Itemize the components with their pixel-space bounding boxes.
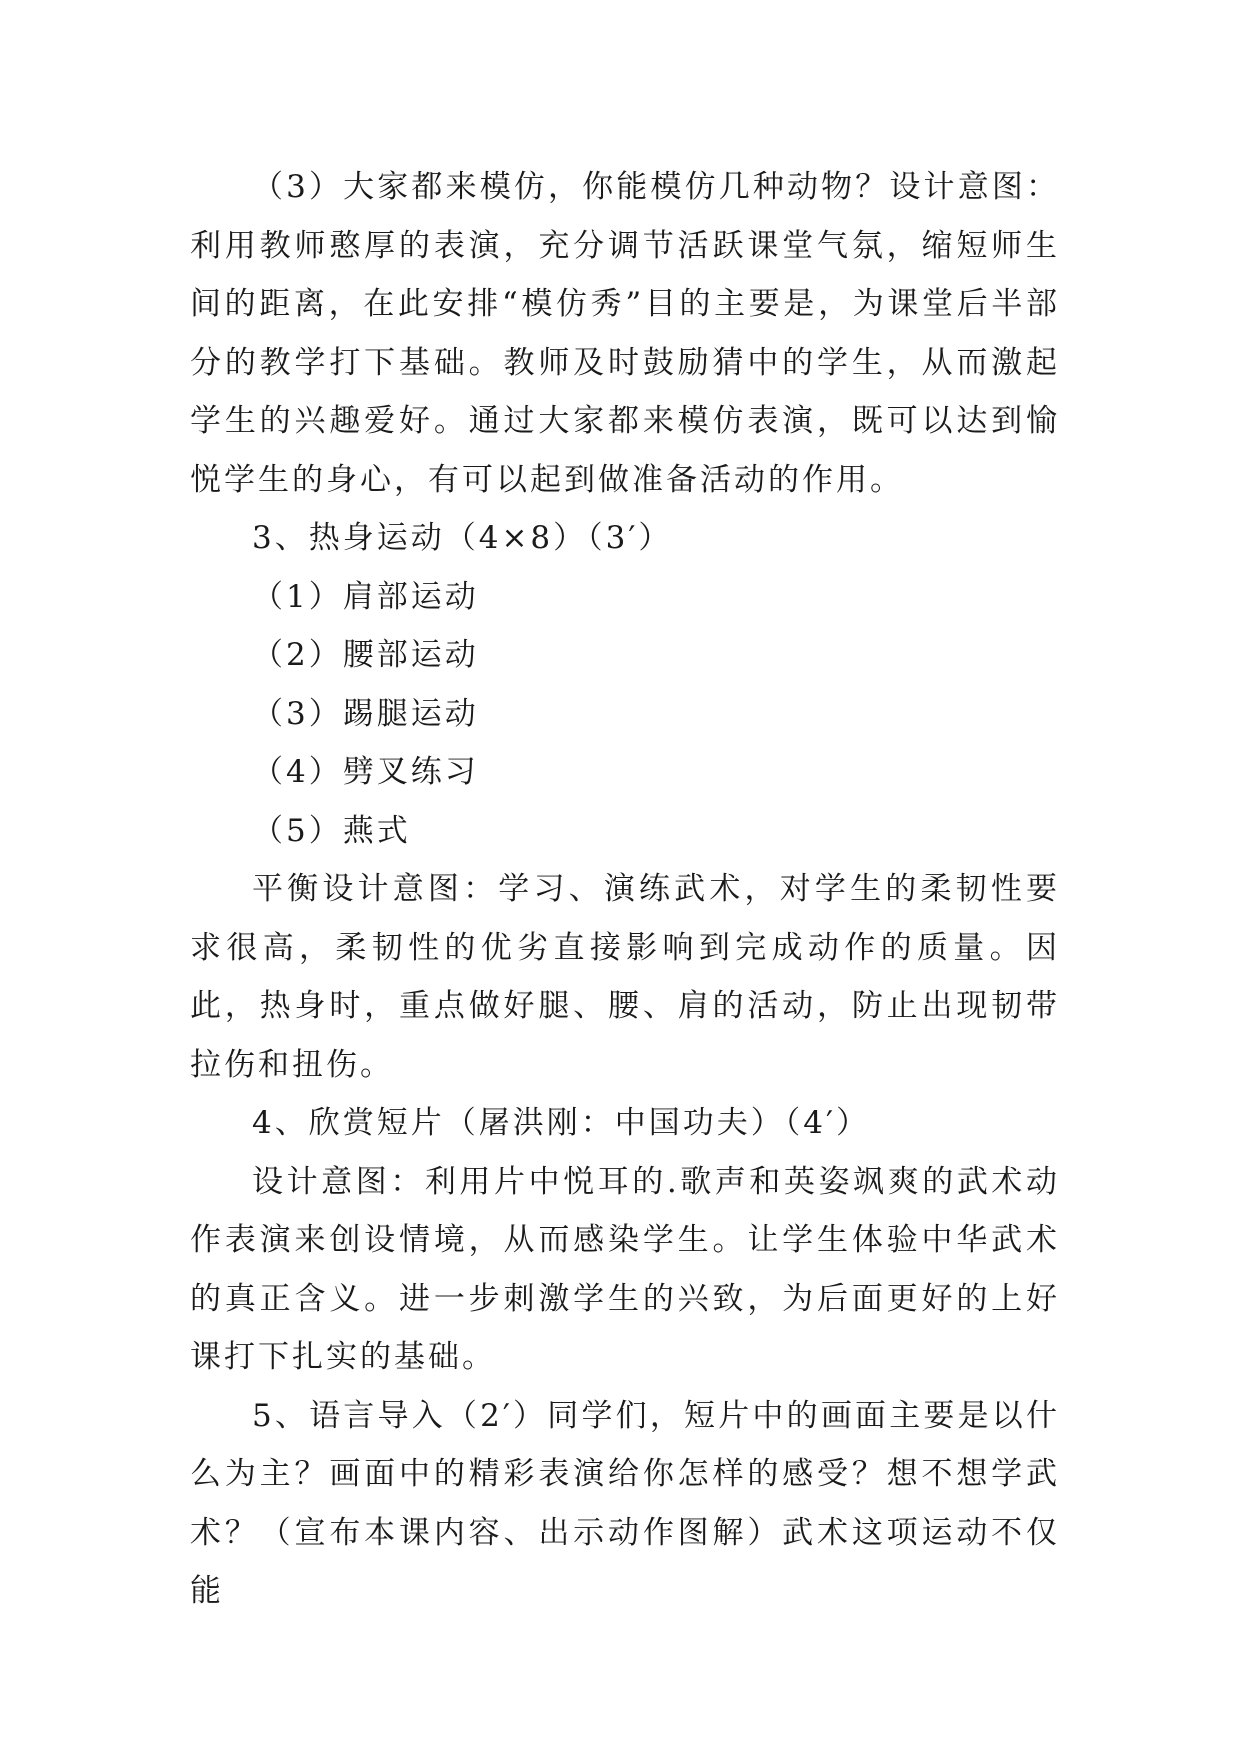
paragraph-balance-intent: 平衡设计意图：学习、演练武术，对学生的柔韧性要求很高，柔韧性的优劣直接影响到完成动作的质量。因此，热身时，重点做好腿、腰、肩的活动，防止出现韧带拉伤和扭伤。 bbox=[190, 871, 1060, 1083]
list-item-split: （4）劈叉练习 bbox=[252, 754, 479, 790]
paragraph-language-intro: 5、语言导入（2′）同学们，短片中的画面主要是以什么为主？画面中的精彩表演给你怎样的感受？想不想学武术？（宣布本课内容、出示动作图解）武术这项运动不仅能 bbox=[190, 1397, 1060, 1609]
list-item-kick: （3）踢腿运动 bbox=[252, 695, 479, 732]
document-body bbox=[190, 158, 1060, 1621]
paragraph-imitation-intent: （3）大家都来模仿，你能模仿几种动物？设计意图：利用教师憨厚的表演，充分调节活跃课堂气氛，缩短师生间的距离，在此安排“模仿秀”目的主要是，为课堂后半部分的教学打下基础。教师及时鼓励猜中的学生，从而激起学生的兴趣爱好。通过大家都来模仿表演，既可以达到愉悦学生的身心，有可以起到做准备活动的作用。 bbox=[190, 169, 1060, 498]
list-item-swallow: （5）燕式 bbox=[252, 812, 411, 849]
paragraph-film-intent: 设计意图：利用片中悦耳的.歌声和英姿飒爽的武术动作表演来创设情境，从而感染学生。让学生体验中华武术的真正含义。进一步刺激学生的兴致，为后面更好的上好课打下扎实的基础。 bbox=[190, 1163, 1060, 1375]
heading-short-film: 4、欣赏短片（屠洪刚：中国功夫）（4′） bbox=[252, 1105, 870, 1141]
heading-warm-up: 3、热身运动（4×8）（3′） bbox=[252, 520, 673, 556]
list-item-waist: （2）腰部运动 bbox=[252, 637, 479, 673]
list-item-shoulder: （1）肩部运动 bbox=[252, 578, 479, 615]
